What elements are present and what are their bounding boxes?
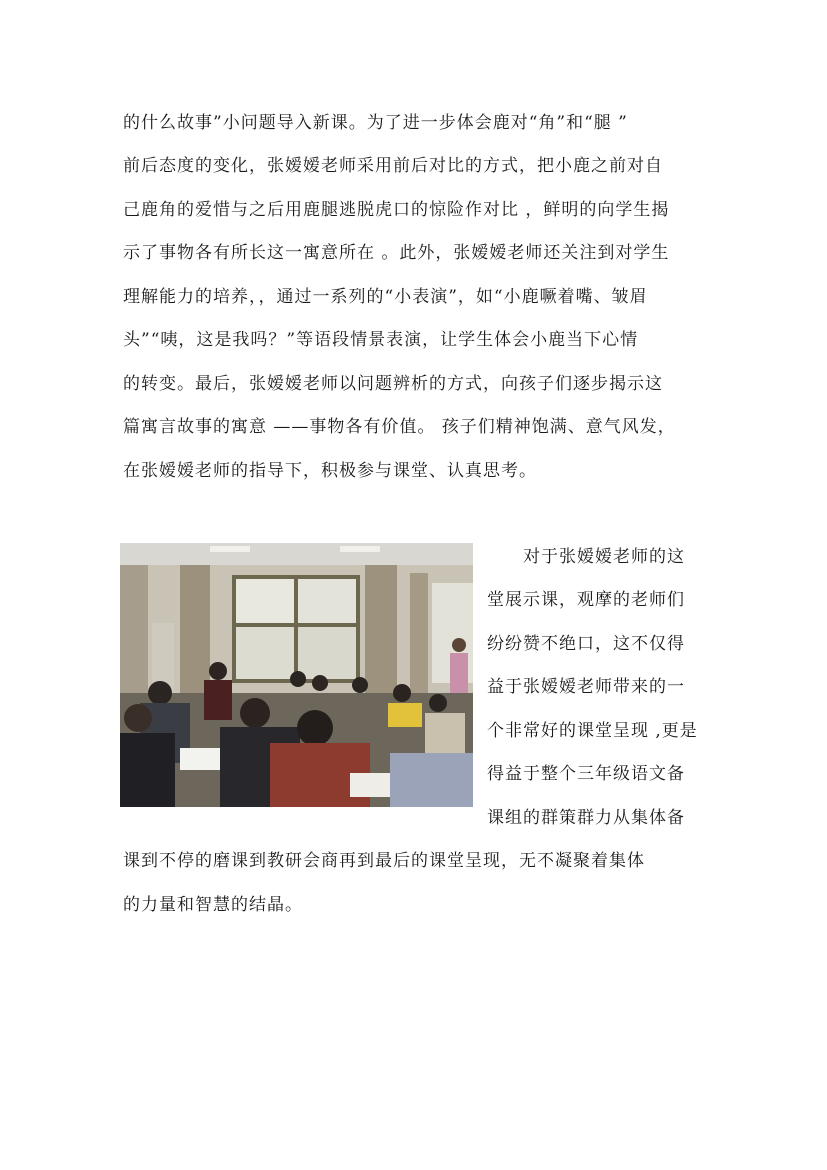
- paragraph2-side-line: 课组的群策群力从集体备: [487, 808, 685, 828]
- paragraph1-line: 示了事物各有所长这一寓意所在 。此外，张嫒嫒老师还关注到对学生: [123, 243, 670, 263]
- paragraph2-side-line: 益于张嫒嫒老师带来的一: [487, 677, 685, 697]
- paragraph1-line: 己鹿角的爱惜与之后用鹿腿逃脱虎口的惊险作对比 ，鲜明的向学生揭: [123, 200, 670, 220]
- classroom-photo-image: [120, 543, 473, 807]
- paragraph2-line: 的力量和智慧的结晶。: [123, 895, 303, 915]
- paragraph1-line: 篇寓言故事的寓意 ——事物各有价值。 孩子们精神饱满、意气风发，: [123, 417, 676, 437]
- paragraph1-line: 头”“咦，这是我吗？”等语段情景表演，让学生体会小鹿当下心情: [123, 330, 639, 350]
- paragraph2-line: 课到不停的磨课到教研会商再到最后的课堂呈现，无不凝聚着集体: [123, 851, 645, 871]
- paragraph1-line: 的什么故事”小问题导入新课。为了进一步体会鹿对“角”和“腿 ”: [123, 113, 628, 133]
- paragraph1-line: 理解能力的培养，，通过一系列的“小表演”，如“小鹿噘着嘴、皱眉: [123, 287, 648, 307]
- paragraph2-side-line: 纷纷赞不绝口，这不仅得: [487, 634, 685, 654]
- classroom-photo: [120, 543, 473, 807]
- paragraph1-line: 的转变。最后，张嫒嫒老师以问题辨析的方式，向孩子们逐步揭示这: [123, 374, 663, 394]
- paragraph2-side-line: 堂展示课，观摩的老师们: [487, 590, 685, 610]
- paragraph2-side-line: 对于张嫒嫒老师的这: [487, 547, 685, 567]
- paragraph1-line: 前后态度的变化，张嫒嫒老师采用前后对比的方式，把小鹿之前对自: [123, 156, 663, 176]
- paragraph1-line: 在张嫒嫒老师的指导下，积极参与课堂、认真思考。: [123, 461, 537, 481]
- paragraph2-side-line: 个非常好的课堂呈现 ,更是: [487, 721, 698, 741]
- paragraph2-side-line: 得益于整个三年级语文备: [487, 764, 685, 784]
